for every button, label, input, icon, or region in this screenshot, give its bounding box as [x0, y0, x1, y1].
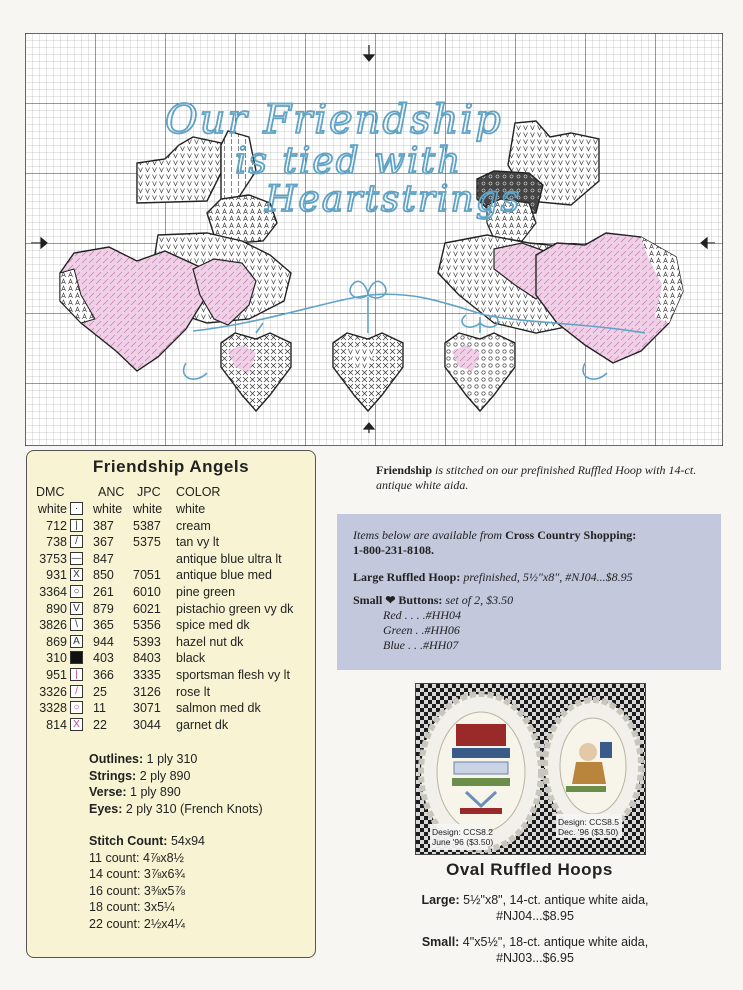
count-18: 18 count: 3x5¼ — [89, 900, 175, 915]
header-color: COLOR — [176, 485, 221, 499]
stitch-symbol-icon: ○ — [70, 585, 83, 598]
key-row — [27, 585, 317, 602]
key-row — [27, 635, 317, 652]
key-row — [27, 701, 317, 718]
dmc-code: 3364 — [39, 585, 67, 599]
dmc-code: 3328 — [39, 701, 67, 716]
stitch-count-list — [89, 833, 205, 933]
key-row — [27, 618, 317, 635]
dmc-code: 814 — [46, 717, 67, 732]
dmc-code: 738 — [46, 535, 67, 550]
cross-stitch-chart — [25, 33, 723, 446]
key-row — [27, 602, 317, 619]
left-design-caption: Design: CCS8.2 June '96 ($3.50) — [432, 827, 494, 847]
verse-line-2: is tied with — [235, 141, 463, 182]
verse-line-3: Heartstrings — [265, 179, 522, 220]
anc-code: 847 — [93, 551, 114, 566]
key-row — [27, 502, 317, 519]
stitch-symbol-icon: V — [70, 602, 83, 615]
jpc-code: 3335 — [133, 668, 161, 682]
shop-line-1: Items below are available from Cross Country Shopping: — [353, 528, 637, 542]
header-dmc: DMC — [36, 485, 65, 499]
key-row — [27, 685, 317, 702]
color-name: antique blue med — [176, 568, 272, 583]
anc-code: 850 — [93, 568, 114, 583]
key-row — [27, 668, 317, 685]
jpc-code: 6021 — [133, 601, 161, 616]
oval-small-desc: Small: 4"x5½", 18-ct. antique white aida, #NJ03...$6.95 — [421, 935, 649, 965]
color-name: garnet dk — [176, 717, 229, 732]
key-row — [27, 519, 317, 536]
shop-small-buttons: Small ❤ Buttons: set of 2, $3.50 — [353, 593, 514, 607]
notes-list — [89, 751, 263, 817]
dmc-code: 951 — [46, 668, 67, 682]
stitch-symbol-icon: | — [70, 668, 83, 681]
dmc-code: white — [37, 502, 67, 516]
anc-code: 367 — [93, 535, 114, 550]
dmc-code: 3753 — [39, 551, 67, 566]
count-22: 22 count: 2½x4¼ — [89, 916, 185, 931]
dmc-code: 3826 — [39, 618, 67, 633]
anc-code: 365 — [93, 618, 114, 633]
anc-code: 22 — [93, 717, 107, 732]
color-name: sportsman flesh vy lt — [176, 668, 290, 682]
color-name: tan vy lt — [176, 535, 220, 550]
count-16: 16 count: 3⅜x5⅞ — [89, 883, 185, 898]
jpc-code: 5393 — [133, 634, 161, 649]
stitch-symbol-icon: X — [70, 718, 83, 731]
shop-large-hoop: Large Ruffled Hoop: prefinished, 5½"x8", #NJ04...$8.95 — [353, 570, 633, 584]
stitch-symbol-icon: · — [70, 502, 83, 515]
dmc-code: 931 — [46, 568, 67, 583]
color-name: white — [176, 502, 206, 516]
header-jpc: JPC — [137, 485, 161, 499]
dmc-code: 712 — [46, 518, 67, 533]
note-outlines: Outlines: 1 ply 310 — [89, 752, 198, 766]
jpc-code: 6010 — [133, 585, 161, 599]
oval-hoops-title: Oval Ruffled Hoops — [446, 860, 613, 879]
jpc-code: white — [133, 502, 163, 516]
shop-phone: 1-800-231-8108. — [353, 543, 434, 557]
stitch-symbol-icon: X — [70, 568, 83, 581]
color-name: pine green — [176, 585, 236, 599]
dmc-code: 310 — [46, 651, 67, 666]
anc-code: white — [93, 502, 123, 516]
stitch-symbol-icon: — — [71, 552, 82, 564]
count-14: 14 count: 3⅞x6¾ — [89, 867, 185, 882]
jpc-code: 5387 — [133, 518, 161, 533]
key-row — [27, 718, 317, 735]
color-name: black — [176, 651, 206, 666]
color-name: spice med dk — [176, 618, 250, 633]
stitch-symbol-icon: / — [70, 535, 83, 548]
color-name: cream — [176, 518, 211, 533]
dmc-code: 3326 — [39, 684, 67, 699]
anc-code: 25 — [93, 684, 107, 699]
shopping-box — [337, 514, 721, 670]
stitch-symbol-icon: ○ — [70, 701, 83, 714]
color-key-panel — [26, 450, 316, 958]
dmc-code: 869 — [46, 634, 67, 649]
stitch-count: Stitch Count: 54x94 — [89, 834, 206, 848]
stitch-symbol-icon: / — [70, 685, 83, 698]
color-name: antique blue ultra lt — [176, 551, 282, 566]
button-blue: Blue . . .#HH07 — [383, 638, 459, 652]
jpc-code: 7051 — [133, 568, 161, 583]
anc-code: 11 — [93, 701, 106, 716]
key-row — [27, 535, 317, 552]
jpc-code: 3044 — [133, 717, 161, 732]
jpc-code: 3071 — [133, 701, 161, 716]
jpc-code: 3126 — [133, 684, 161, 699]
anc-code: 366 — [93, 668, 114, 682]
stitch-symbol-icon: ■ — [70, 651, 83, 664]
oval-hoops-photo — [415, 683, 646, 855]
key-title: Friendship Angels — [92, 457, 250, 476]
color-name: rose lt — [176, 684, 211, 699]
button-green: Green . .#HH06 — [383, 623, 460, 637]
header-anc: ANC — [98, 485, 125, 499]
stitch-symbol-icon: \ — [70, 618, 83, 631]
anc-code: 879 — [93, 601, 114, 616]
count-11: 11 count: 4⅞x8½ — [89, 850, 184, 865]
jpc-code: 5356 — [133, 618, 161, 633]
verse-line-1: Our Friendship — [165, 97, 503, 143]
stitch-symbol-icon: | — [70, 519, 83, 532]
note-strings: Strings: 2 ply 890 — [89, 768, 191, 783]
color-name: hazel nut dk — [176, 634, 244, 649]
right-design-caption: Design: CCS8.5 Dec. '96 ($3.50) — [558, 817, 619, 837]
color-name: pistachio green vy dk — [176, 601, 294, 616]
jpc-code: 5375 — [133, 535, 161, 550]
stitch-symbol-icon: A — [70, 635, 83, 648]
anc-code: 261 — [93, 585, 114, 599]
anc-code: 403 — [93, 651, 114, 666]
button-red: Red . . . .#HH04 — [383, 608, 461, 622]
jpc-code: 8403 — [133, 651, 161, 666]
color-name: salmon med dk — [176, 701, 261, 716]
key-row — [27, 568, 317, 585]
anc-code: 944 — [93, 634, 114, 649]
key-row — [27, 552, 317, 569]
oval-large-desc: Large: 5½"x8", 14-ct. antique white aida, #NJ04...$8.95 — [421, 893, 649, 923]
note-verse: Verse: 1 ply 890 — [89, 785, 181, 800]
intro-text: Friendship is stitched on our prefinished Ruffled Hoop with 14-ct. antique white aida. — [376, 463, 697, 492]
anc-code: 387 — [93, 518, 114, 533]
note-eyes: Eyes: 2 ply 310 (French Knots) — [89, 801, 263, 816]
dmc-code: 890 — [46, 601, 67, 616]
key-row — [27, 651, 317, 668]
